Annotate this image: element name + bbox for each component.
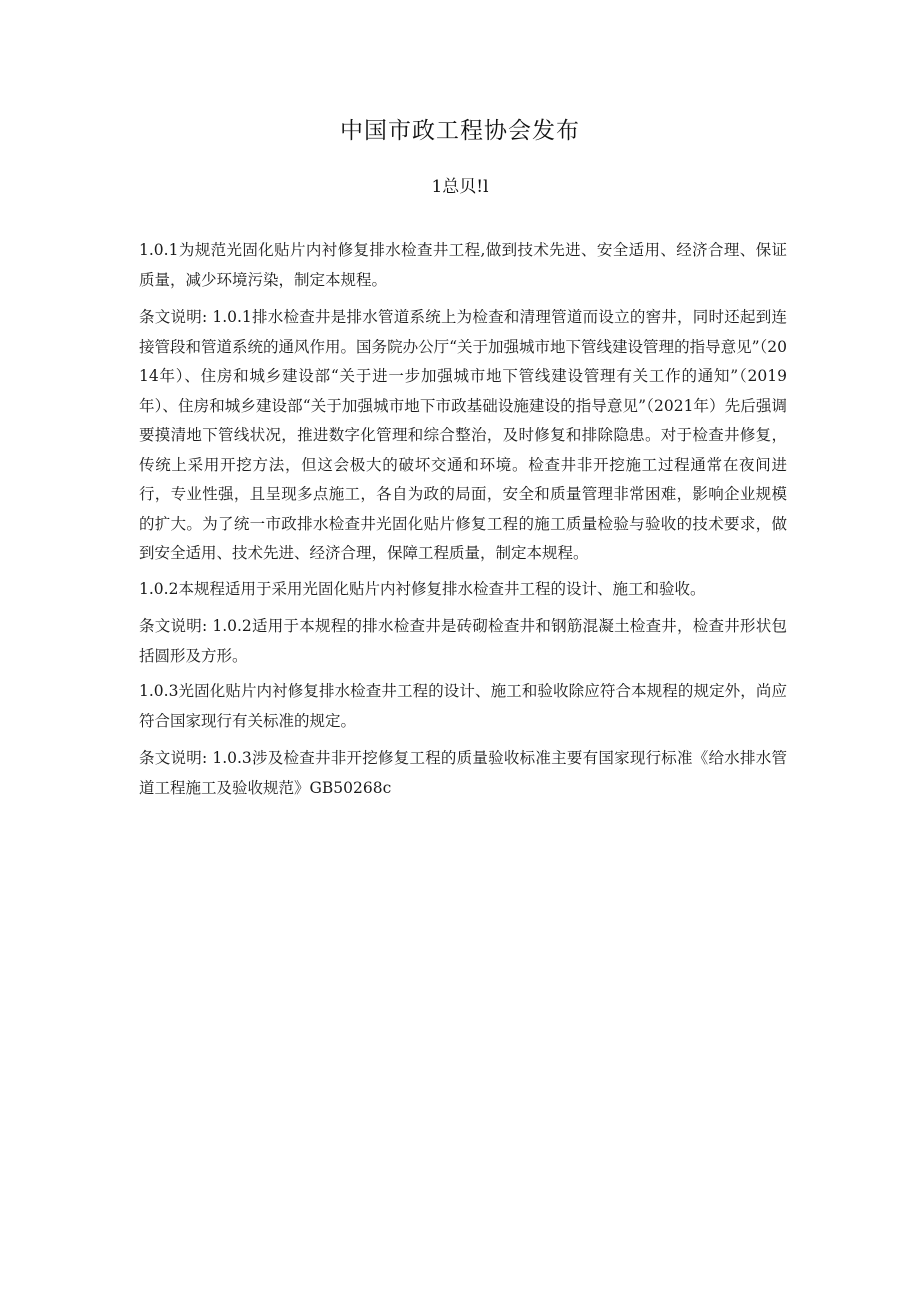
clause-note-1-0-3: 条文说明: 1.0.3涉及检查井非开挖修复工程的质量验收标准主要有国家现行标准《给水排水管道工程施工及验收规范》GB50268c [139,749,787,797]
clause-note-1-0-2: 条文说明: 1.0.2适用于本规程的排水检查井是砖砌检查井和钢筋混凝土检查井，检查井形状包括圆形及方形。 [139,617,787,665]
body-text [139,236,787,809]
clause-1-0-1: 1.0.1为规范光固化贴片内衬修复排水检查井工程,做到技术先进、安全适用、经济合理、保证质量，减少环境污染，制定本规程。 [139,241,787,289]
clause-1-0-3: 1.0.3光固化贴片内衬修复排水检查井工程的设计、施工和验收除应符合本规程的规定外，尚应符合国家现行有关标准的规定。 [139,682,787,730]
clause-note-1-0-1: 条文说明: 1.0.1排水检查井是排水管道系统上为检查和清理管道而设立的窖井，同时还起到连接管段和管道系统的通风作用。国务院办公厅“关于加强城市地下管线建设管理的指导意见”（2014年）、住房和城乡建设部“关于进一步加强城市地下管线建设管理有关工作的通知”（2019年）、住房和城乡建设部“关于加强城市地下市政基础设施建设的指导意见”（2021年）先后强调要摸清地下管线状况，推进数字化管理和综合整治，及时修复和排除隐患。对于检查井修复，传统上采用开挖方法，但这会极大的破坏交通和环境。检查井非开挖施工过程通常在夜间进行，专业性强，且呈现多点施工，各自为政的局面，安全和质量管理非常困难，影响企业规模的扩大。为了统一市政排水检查井光固化贴片修复工程的施工质量检验与验收的技术要求，做到安全适用、技术先进、经济合理，保障工程质量，制定本规程。 [139,308,787,562]
clause-1-0-2: 1.0.2本规程适用于采用光固化贴片内衬修复排水检查井工程的设计、施工和验收。 [139,579,706,598]
chapter-title: 1总贝!l [431,177,489,197]
publisher-title: 中国市政工程协会发布 [340,118,580,144]
